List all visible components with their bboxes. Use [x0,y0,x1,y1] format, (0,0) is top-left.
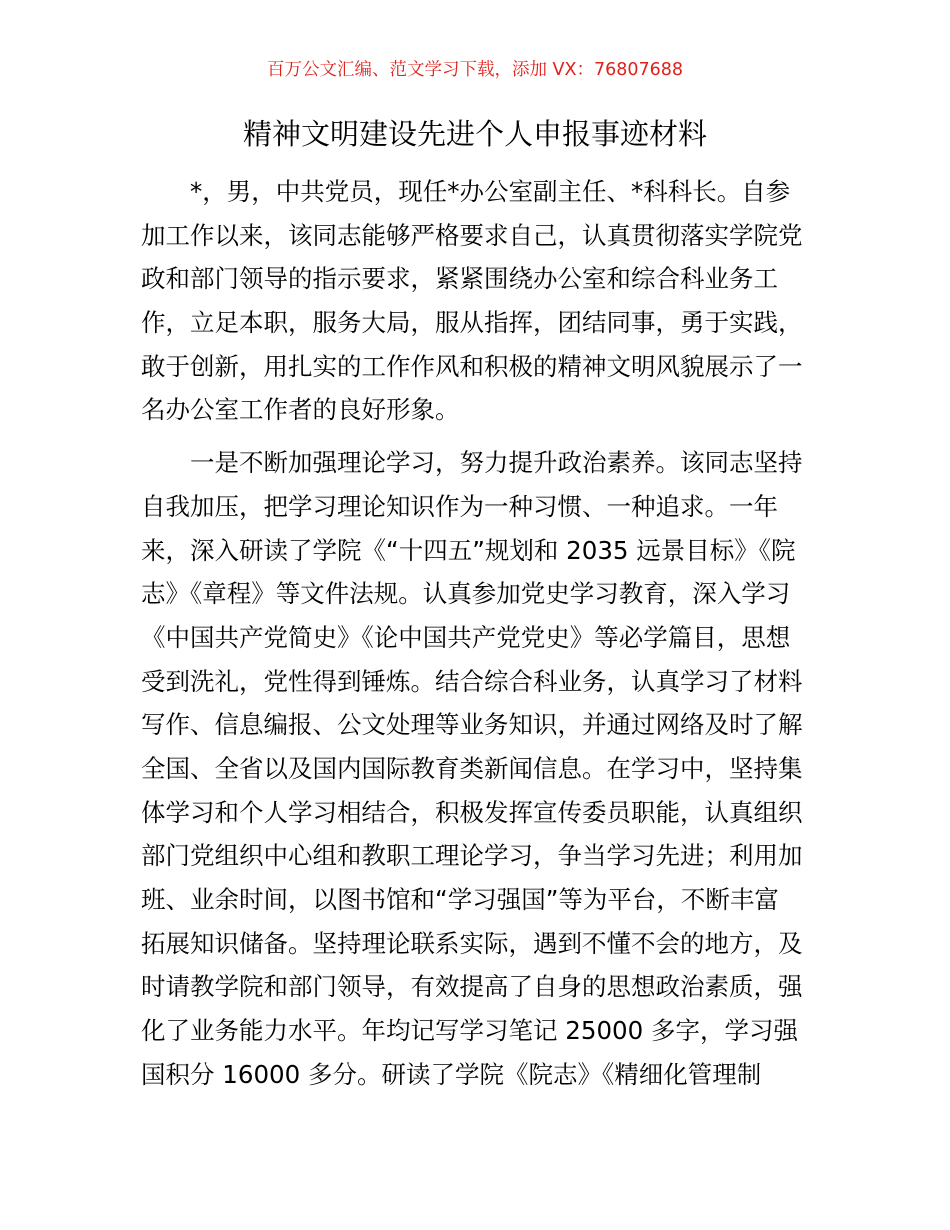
text-line: 拓展知识储备。坚持理论联系实际，遇到不懂不会的地方，及 [141,928,803,958]
text-line: 敢于创新，用扎实的工作作风和积极的精神文明风貌展示了一 [141,351,803,381]
paragraph-theory-study [141,441,811,1096]
text-line: 《中国共产党简史》《论中国共产党党史》等必学篇目，思想 [141,622,791,652]
text-line: 国积分 16000 多分。研读了学院《院志》《精细化管理制 [141,1059,762,1089]
text-line: 志》《章程》等文件法规。认真参加党史学习教育，深入学习 [141,579,791,609]
text-line: 体学习和个人学习相结合，积极发挥宣传委员职能，认真组织 [141,797,803,827]
text-line: 自我加压，把学习理论知识作为一种习惯、一种追求。一年 [141,491,778,521]
document-title: 精神文明建设先进个人申报事迹材料 [242,117,707,151]
text-line: 写作、信息编报、公文处理等业务知识，并通过网络及时了解 [141,710,803,740]
text-line: 来，深入研读了学院《“十四五”规划和 2035 远景目标》《院 [141,535,796,565]
header-promo-text: 百万公文汇编、范文学习下载，添加 VX：76807688 [266,60,684,80]
text-line: 一是不断加强理论学习，努力提升政治素养。该同志坚持 [190,448,803,478]
text-line: 名办公室工作者的良好形象。 [141,395,460,425]
text-line: 受到洗礼，党性得到锤炼。结合综合科业务，认真学习了材料 [141,666,803,696]
paragraph-spacer [141,432,811,441]
text-line: *，男，中共党员，现任*办公室副主任、*科科长。自参 [190,177,791,206]
paragraph-intro [141,170,811,432]
document-body [141,170,811,1096]
text-line: 加工作以来，该同志能够严格要求自己，认真贯彻落实学院党 [141,220,803,250]
text-line: 化了业务能力水平。年均记写学习笔记 25000 多字，学习强 [141,1016,799,1046]
text-line: 班、业余时间，以图书馆和“学习强国”等为平台，不断丰富 [141,885,779,914]
text-line: 全国、全省以及国内国际教育类新闻信息。在学习中，坚持集 [141,753,803,783]
text-line: 政和部门领导的指示要求，紧紧围绕办公室和综合科业务工 [141,264,778,294]
text-line: 时请教学院和部门领导，有效提高了自身的思想政治素质，强 [141,972,803,1002]
text-line: 作，立足本职，服务大局，服从指挥，团结同事，勇于实践， [141,308,803,338]
text-line: 部门党组织中心组和教职工理论学习，争当学习先进；利用加 [141,841,803,871]
